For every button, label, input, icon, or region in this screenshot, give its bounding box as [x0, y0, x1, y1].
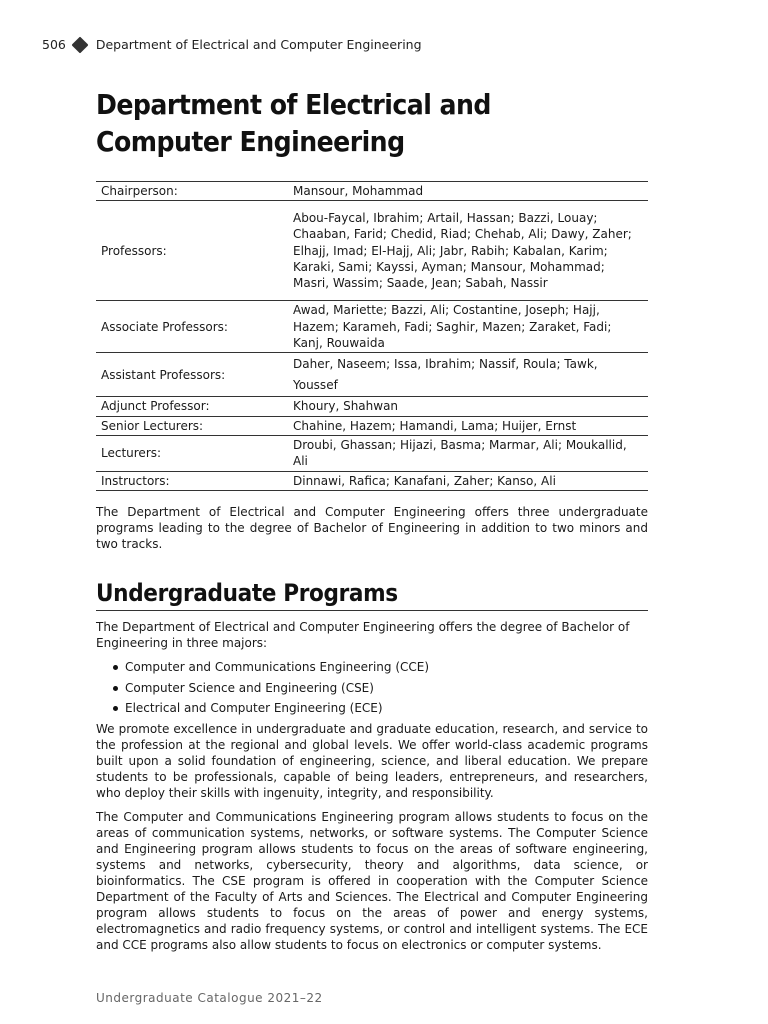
- bullet-icon: [113, 686, 118, 691]
- page-number: 506: [42, 37, 66, 52]
- faculty-role: Chairperson:: [96, 182, 288, 201]
- page-title-line-2: Computer Engineering: [96, 125, 405, 158]
- page-title: [96, 86, 593, 160]
- running-head-title: Department of Electrical and Computer Engineering: [95, 37, 422, 52]
- bullet-icon: [113, 706, 118, 711]
- running-head: [42, 37, 422, 52]
- faculty-names: Awad, Mariette; Bazzi, Ali; Costantine, Joseph; Hajj, Hazem; Karameh, Fadi; Saghir, Mazen; Zaraket, Fadi; Kanj, Rouwaida: [288, 301, 648, 353]
- faculty-names: Mansour, Mohammad: [288, 182, 648, 201]
- table-row: [96, 416, 648, 435]
- faculty-table: [96, 181, 648, 491]
- diamond-icon: [71, 36, 88, 53]
- faculty-role: Senior Lecturers:: [96, 416, 288, 435]
- faculty-role: Professors:: [96, 201, 288, 301]
- major-label: Electrical and Computer Engineering (ECE): [125, 701, 383, 715]
- faculty-names: Chahine, Hazem; Hamandi, Lama; Huijer, Ernst: [288, 416, 648, 435]
- list-item: [96, 657, 648, 677]
- faculty-role: Assistant Professors:: [96, 353, 288, 397]
- programs-paragraph: The Computer and Communications Engineering program allows students to focus on the areas of communication systems, networks, or software systems. The Computer Science and Engineering program allows students to focus on the areas of software engineering, systems and networks, cybersecurity, theory and algorithms, data science, or bioinformatics. The CSE program is offered in cooperation with the Computer Science Department of the Faculty of Arts and Sciences. The Electrical and Computer Engineering program allows students to focus on the areas of power and energy systems, electromagnetics and radio frequency systems, or control and intelligent systems. The ECE and CCE programs also allow students to focus on electronics or computer systems.: [96, 810, 648, 953]
- table-row: [96, 201, 648, 301]
- page-footer: Undergraduate Catalogue 2021–22: [96, 991, 323, 1005]
- table-row: [96, 182, 648, 201]
- list-item: [96, 678, 648, 698]
- faculty-names: Abou-Faycal, Ibrahim; Artail, Hassan; Bazzi, Louay; Chaaban, Farid; Chedid, Riad; Chehab, Ali; Dawy, Zaher; Elhajj, Imad; El-Hajj, Ali; Jabr, Rabih; Kabalan, Karim; Karaki, Sami; Kayssi, Ayman; Mansour, Mohammad; Masri, Wassim; Saade, Jean; Sabah, Nassir: [288, 201, 648, 301]
- page-content: [96, 86, 648, 953]
- section-lead: The Department of Electrical and Computer Engineering offers the degree of Bachelor of Engineering in three majors:: [96, 620, 630, 651]
- page-title-line-1: Department of Electrical and: [96, 88, 491, 121]
- faculty-names: Khoury, Shahwan: [288, 397, 648, 416]
- faculty-names: Daher, Naseem; Issa, Ibrahim; Nassif, Roula; Tawk, Youssef: [288, 353, 648, 397]
- intro-paragraph: The Department of Electrical and Computer Engineering offers three undergraduate programs leading to the degree of Bachelor of Engineering in addition to two minors and two tracks.: [96, 505, 648, 552]
- faculty-role: Adjunct Professor:: [96, 397, 288, 416]
- section-heading: [96, 578, 648, 611]
- faculty-role: Associate Professors:: [96, 301, 288, 353]
- majors-list: [96, 657, 648, 718]
- table-row: [96, 353, 648, 397]
- major-label: Computer Science and Engineering (CSE): [125, 680, 374, 695]
- bullet-icon: [113, 665, 118, 670]
- faculty-names: Droubi, Ghassan; Hijazi, Basma; Marmar, Ali; Moukallid, Ali: [288, 435, 648, 471]
- table-row: [96, 301, 648, 353]
- faculty-names: Dinnawi, Rafica; Kanafani, Zaher; Kanso, Ali: [288, 471, 648, 490]
- major-label: Computer and Communications Engineering (CCE): [125, 660, 430, 675]
- faculty-role: Instructors:: [96, 471, 288, 490]
- table-row: [96, 397, 648, 416]
- mission-paragraph: We promote excellence in undergraduate and graduate education, research, and service to the profession at the regional and global levels. We offer world-class academic programs built upon a solid foundation of engineering, science, and liberal education. We prepare students to be professionals, capable of being leaders, entrepreneurs, and researchers, who deploy their skills with ingenuity, integrity, and responsibility.: [96, 722, 648, 801]
- list-item: [96, 698, 648, 718]
- section-heading-text: Undergraduate Programs: [96, 579, 398, 608]
- table-row: [96, 435, 648, 471]
- table-row: [96, 471, 648, 490]
- faculty-role: Lecturers:: [96, 435, 288, 471]
